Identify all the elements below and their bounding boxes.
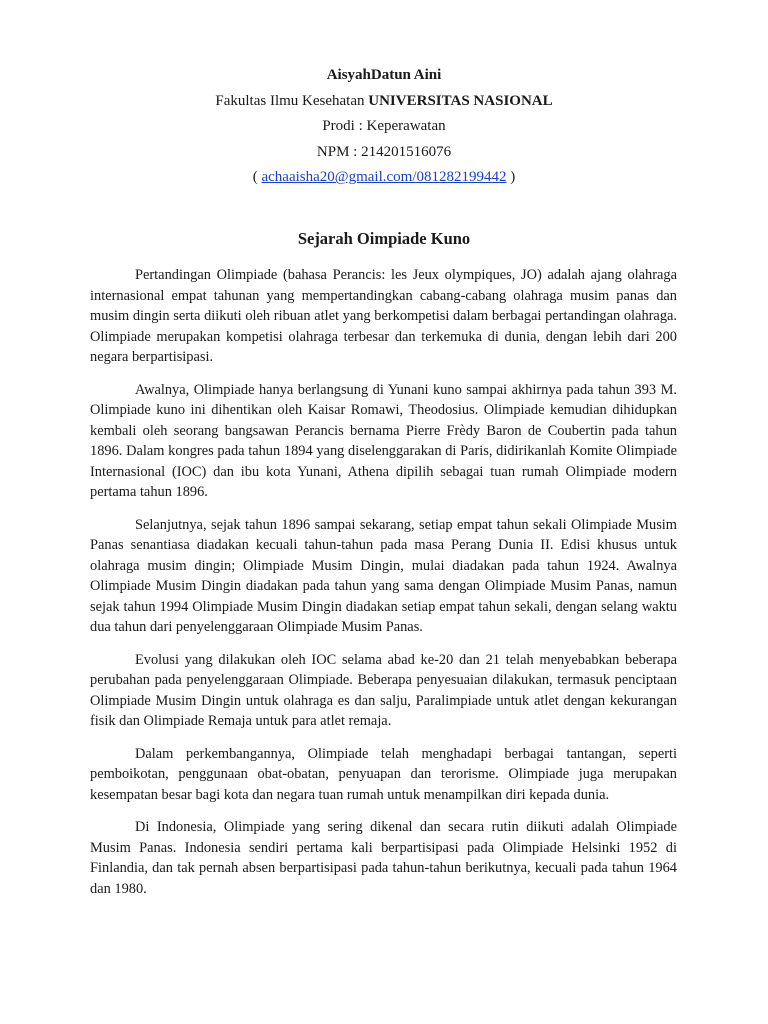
contact-close-paren: ): [506, 169, 516, 186]
document-body: [90, 265, 677, 911]
paragraph: Pertandingan Olimpiade (bahasa Perancis: les Jeux olympiques, JO) adalah ajang olahraga internasional empat tahunan yang mempertandingkan cabang-cabang olahraga musim panas dan musim dingin serta diikuti oleh ribuan atlet yang berkompetisi dalam berbagai pertandingan olahraga. Olimpiade merupakan kompetisi olahraga terbesar dan terkemuka di dunia, dengan lebih dari 200 negara berpartisipasi.: [90, 267, 677, 365]
faculty-label: Fakultas Ilmu Kesehatan: [215, 92, 369, 109]
npm-line: NPM : 214201516076: [316, 143, 452, 160]
prodi-line: Prodi : Keperawatan: [322, 118, 446, 135]
author-header: [0, 63, 768, 191]
university-name: UNIVERSITAS NASIONAL: [368, 92, 553, 109]
paragraph: Dalam perkembangannya, Olimpiade telah menghadapi berbagai tantangan, seperti pemboikotan, penggunaan obat-obatan, penyuapan dan terorisme. Olimpiade juga merupakan kesempatan besar bagi kota dan negara tuan rumah untuk menampilkan diri kepada dunia.: [90, 745, 677, 803]
faculty-line: [0, 89, 768, 115]
paragraph: Di Indonesia, Olimpiade yang sering dikenal dan secara rutin diikuti adalah Olimpiade Musim Panas. Indonesia sendiri pertama kali berpartisipasi pada Olimpiade Helsinki 1952 di Finlandia, dan tak pernah absen berpartisipasi pada tahun-tahun berikutnya, kecuali pada tahun 1964 dan 1980.: [90, 819, 677, 897]
author-name: AisyahDatun Aini: [326, 67, 442, 83]
contact-open-paren: (: [252, 169, 262, 186]
contact-link[interactable]: achaaisha20@gmail.com/081282199442: [261, 169, 507, 186]
paragraph: Selanjutnya, sejak tahun 1896 sampai sekarang, setiap empat tahun sekali Olimpiade Musim Panas senantiasa diadakan kecuali tahun-tahun pada masa Perang Dunia II. Edisi khusus untuk olahraga musim dingin; Olimpiade Musim Dingin, mulai diadakan pada tahun 1924. Awalnya Olimpiade Musim Dingin diadakan pada tahun yang sama dengan Olimpiade Musim Panas, namun sejak tahun 1994 Olimpiade Musim Dingin diadakan setiap empat tahun sekali, dengan selang waktu dua tahun dari penyelenggaraan Olimpiade Musim Panas.: [90, 516, 677, 635]
contact-line: [0, 165, 768, 191]
document-title: Sejarah Oimpiade Kuno: [297, 229, 471, 248]
paragraph: Awalnya, Olimpiade hanya berlangsung di Yunani kuno sampai akhirnya pada tahun 393 M. Olimpiade kuno ini dihentikan oleh Kaisar Romawi, Theodosius. Olimpiade kemudian dihidupkan kembali oleh seorang bangsawan Perancis bernama Pierre Frèdy Baron de Coubertin pada tahun 1896. Dalam kongres pada tahun 1894 yang diselenggarakan di Paris, didirikanlah Komite Olimpiade Internasional (IOC) dan ibu kota Yunani, Athena dipilih sebagai tuan rumah Olimpiade modern pertama tahun 1896.: [90, 381, 677, 500]
paragraph: Evolusi yang dilakukan oleh IOC selama abad ke-20 dan 21 telah menyebabkan beberapa perubahan pada penyelenggaraan Olimpiade. Beberapa penyesuaian dilakukan, termasuk penciptaan Olimpiade Musim Dingin untuk olahraga es dan salju, Paralimpiade untuk atlet dengan kekurangan fisik dan Olimpiade Remaja untuk para atlet remaja.: [90, 651, 677, 729]
